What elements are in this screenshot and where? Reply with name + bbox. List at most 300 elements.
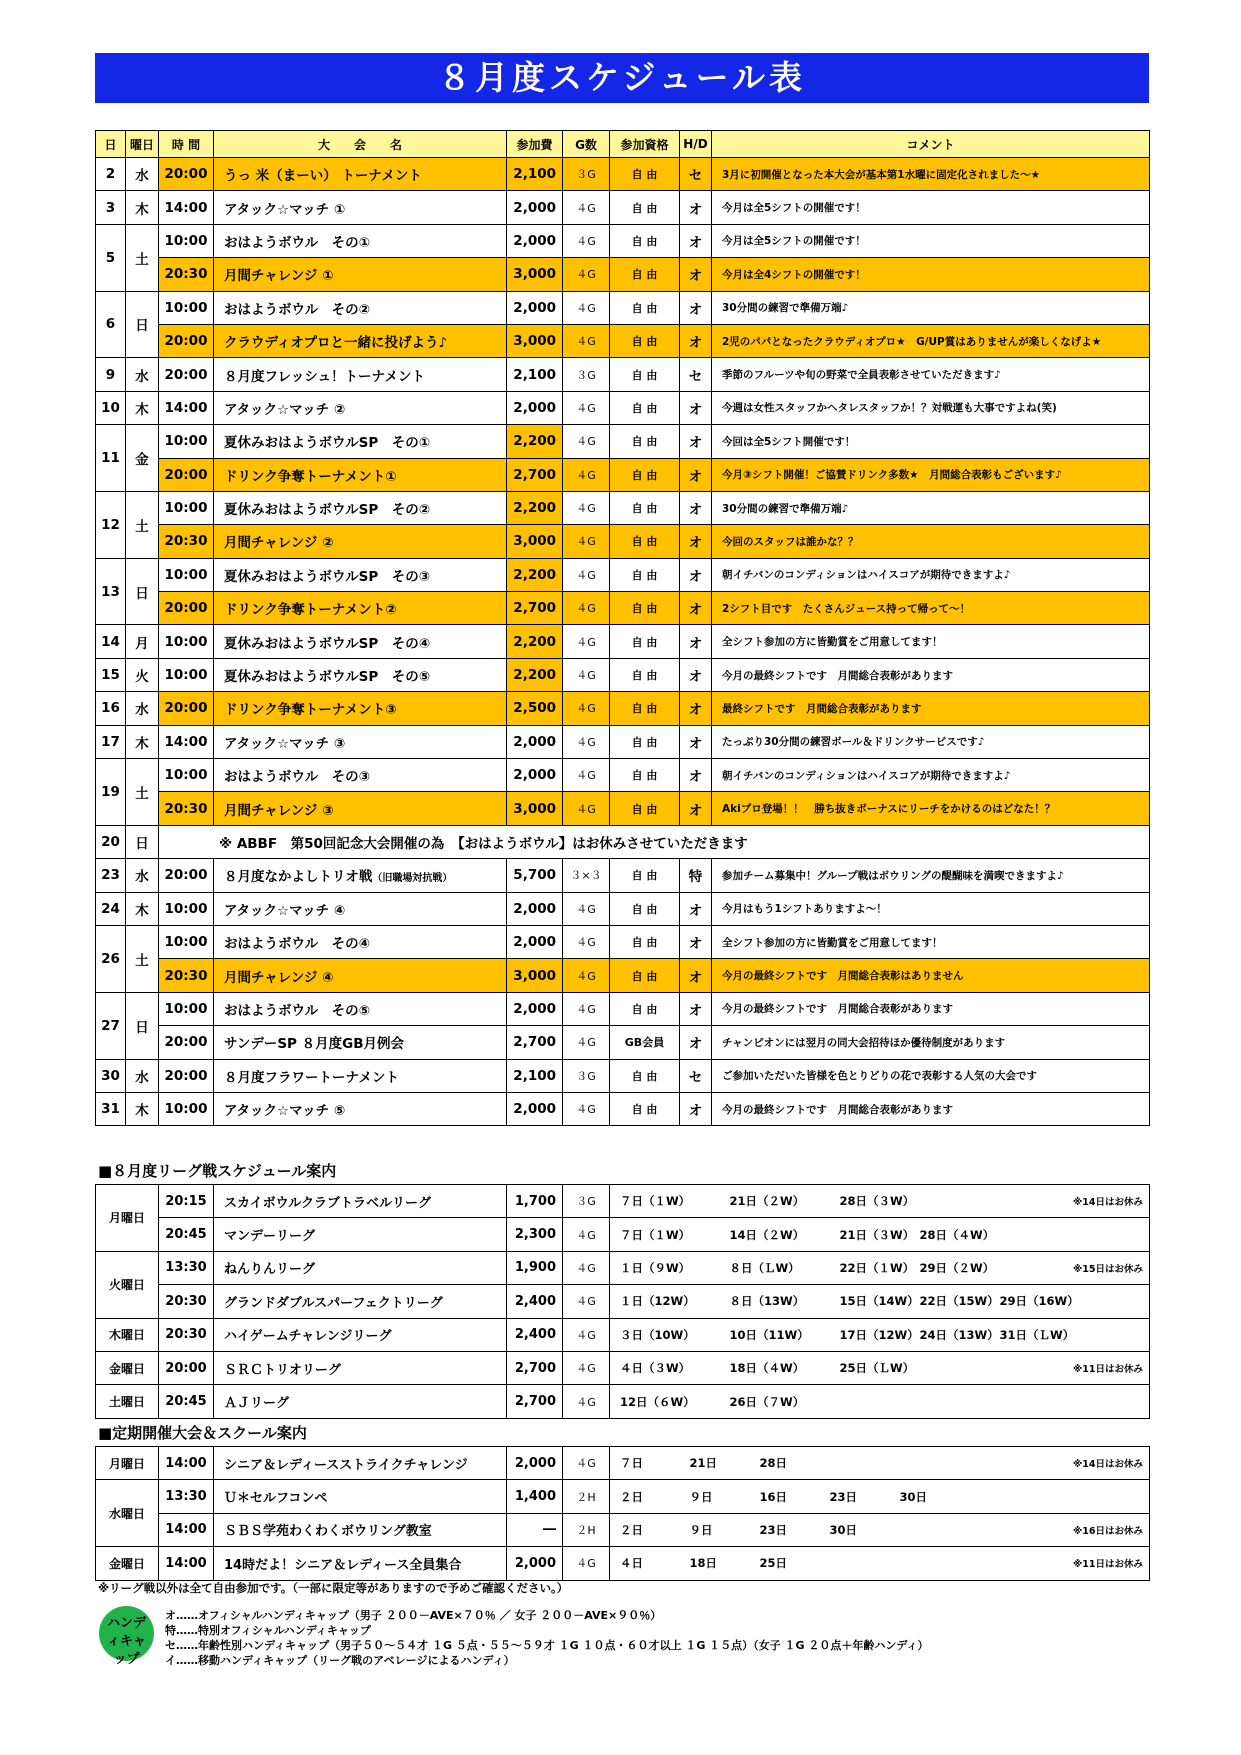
schedule-row (96, 1218, 1150, 1251)
date-cell (890, 1513, 990, 1546)
day-cell: 6 (96, 291, 126, 358)
event-name-cell (214, 625, 507, 658)
comment-cell: 朝イチバンのコンディションはハイスコアが期待できますよ♪ (712, 759, 1150, 792)
date-cell: 17日（12W） (830, 1318, 910, 1351)
time-cell: 20:30 (159, 1318, 214, 1351)
date-cell (820, 1447, 890, 1480)
school-schedule-table (95, 1446, 1150, 1581)
day-cell: 17 (96, 725, 126, 758)
fee-cell: 1,900 (507, 1251, 563, 1284)
handicap-badge (99, 1606, 154, 1667)
date-cell: 21日（３W） (830, 1218, 910, 1251)
time-cell: 13:30 (159, 1251, 214, 1284)
date-cell: 18日 (680, 1547, 750, 1580)
event-name-cell: グランドダブルスパーフェクトリーグ (214, 1285, 507, 1318)
date-cell: ２日 (610, 1480, 680, 1513)
event-name: 夏休みおはようボウルSP その⑤ (224, 669, 431, 686)
event-name-cell (214, 558, 507, 591)
header-handicap: H/D (680, 131, 712, 158)
event-name: おはようボウル その① (224, 234, 371, 251)
fee-cell: 3,000 (507, 525, 563, 558)
legend-line: オ……オフィシャルハンディキャップ（男子 ２００－AVE×７０％ ／ 女子 ２００－AVE×９０％） (165, 1609, 662, 1622)
schedule-row (96, 324, 1150, 357)
day-cell: 27 (96, 992, 126, 1059)
date-cell: 16日 (750, 1480, 820, 1513)
time-cell: 10:00 (159, 224, 214, 257)
fee-cell: 2,200 (507, 625, 563, 658)
schedule-row (96, 1385, 1150, 1418)
date-cell: 22日（１W） (830, 1251, 910, 1284)
eligibility-cell: 自 由 (610, 859, 680, 892)
handicap-cell: セ (680, 1059, 712, 1092)
schedule-row (96, 1092, 1150, 1125)
weekday-cell: 月 (126, 625, 159, 658)
games-cell: ４G (563, 625, 610, 658)
day-cell: 16 (96, 692, 126, 725)
games-cell: ２H (563, 1480, 610, 1513)
event-name-cell (214, 158, 507, 191)
games-cell: ４G (563, 525, 610, 558)
handicap-cell: オ (680, 1026, 712, 1059)
eligibility-cell: 自 由 (610, 191, 680, 224)
schedule-row (96, 1513, 1150, 1546)
note-cell: ※14日はお休み (1070, 1185, 1150, 1218)
schedule-row (96, 191, 1150, 224)
time-cell: 14:00 (159, 1513, 214, 1546)
eligibility-cell: 自 由 (610, 959, 680, 992)
eligibility-cell: 自 由 (610, 324, 680, 357)
fee-cell: 2,000 (507, 759, 563, 792)
handicap-cell: オ (680, 191, 712, 224)
fee-cell: 2,000 (507, 1447, 563, 1480)
comment-cell: 今回のスタッフは誰かな？？ (712, 525, 1150, 558)
time-cell: 20:15 (159, 1185, 214, 1218)
weekday-cell: 日 (126, 558, 159, 625)
event-name-cell (214, 592, 507, 625)
comment-cell: 今月は全5シフトの開催です！ (712, 224, 1150, 257)
time-cell: 20:00 (159, 158, 214, 191)
handicap-cell: オ (680, 625, 712, 658)
fee-cell: 2,700 (507, 458, 563, 491)
header-event-name: 大 会 名 (214, 131, 507, 158)
event-name-cell (214, 491, 507, 524)
date-cell (990, 1385, 1070, 1418)
schedule-row (96, 992, 1150, 1025)
event-name-cell: ＡＪリーグ (214, 1385, 507, 1418)
school-section-title: ■定期開催大会＆スクール案内 (98, 1424, 307, 1442)
handicap-cell: オ (680, 458, 712, 491)
time-cell: 10:00 (159, 291, 214, 324)
date-cell: 21日（２W） (720, 1185, 830, 1218)
handicap-cell: オ (680, 725, 712, 758)
eligibility-cell: 自 由 (610, 592, 680, 625)
time-cell: 10:00 (159, 1092, 214, 1125)
legend-line: 特……特別オフィシャルハンディキャップ (165, 1624, 371, 1637)
fee-cell: 2,700 (507, 592, 563, 625)
time-cell: 14:00 (159, 1547, 214, 1580)
games-cell: ４G (563, 458, 610, 491)
time-cell: 20:00 (159, 1351, 214, 1384)
comment-cell: 朝イチバンのコンディションはハイスコアが期待できますよ♪ (712, 558, 1150, 591)
schedule-row (96, 925, 1150, 958)
schedule-row (96, 658, 1150, 691)
date-cell (990, 1185, 1070, 1218)
event-name-cell (214, 692, 507, 725)
eligibility-cell: 自 由 (610, 1059, 680, 1092)
time-cell: 10:00 (159, 992, 214, 1025)
weekday-cell: 月曜日 (96, 1185, 159, 1252)
comment-cell: 参加チーム募集中！グループ戦はボウリングの醍醐味を満喫できますよ♪ (712, 859, 1150, 892)
schedule-row (96, 692, 1150, 725)
handicap-cell: セ (680, 358, 712, 391)
eligibility-cell: 自 由 (610, 158, 680, 191)
time-cell: 14:00 (159, 725, 214, 758)
comment-cell: 今回は全5シフト開催です！ (712, 425, 1150, 458)
weekday-cell: 土 (126, 491, 159, 558)
event-name-cell: 14時だよ！シニア＆レディース全員集合 (214, 1547, 507, 1580)
day-cell: 12 (96, 491, 126, 558)
event-name-cell (214, 224, 507, 257)
fee-cell: 2,200 (507, 491, 563, 524)
handicap-cell: オ (680, 224, 712, 257)
day-cell: 11 (96, 425, 126, 492)
comment-cell: 今月③シフト開催！ご協賛ドリンク多数★ 月間総合表彰もございます♪ (712, 458, 1150, 491)
comment-cell: 全シフト参加の方に皆勤賞をご用意してます！ (712, 625, 1150, 658)
games-cell: ４G (563, 291, 610, 324)
time-cell: 20:30 (159, 525, 214, 558)
handicap-cell: オ (680, 291, 712, 324)
games-cell: ４G (563, 425, 610, 458)
weekday-cell: 水 (126, 859, 159, 892)
fee-cell: 1,700 (507, 1185, 563, 1218)
event-name: 夏休みおはようボウルSP その① (224, 435, 431, 452)
weekday-cell: 金曜日 (96, 1351, 159, 1384)
day-cell: 3 (96, 191, 126, 224)
time-cell: 10:00 (159, 658, 214, 691)
eligibility-cell: 自 由 (610, 391, 680, 424)
games-cell: ４G (563, 658, 610, 691)
eligibility-cell: 自 由 (610, 491, 680, 524)
schedule-row (96, 525, 1150, 558)
schedule-row (96, 391, 1150, 424)
comment-cell: 今月は全4シフトの開催です！ (712, 258, 1150, 291)
games-cell: ４G (563, 258, 610, 291)
handicap-cell: オ (680, 992, 712, 1025)
handicap-cell: オ (680, 759, 712, 792)
schedule-row (96, 1026, 1150, 1059)
event-name: ８月度フラワートーナメント (224, 1069, 399, 1086)
date-cell: 25日（ＬW） (830, 1351, 910, 1384)
date-cell: 28日（４W） (910, 1218, 990, 1251)
event-name-cell (214, 291, 507, 324)
date-cell: 23日 (820, 1480, 890, 1513)
games-cell: ４G (563, 1026, 610, 1059)
header-eligibility: 参加資格 (610, 131, 680, 158)
schedule-row (96, 792, 1150, 825)
time-cell: 10:00 (159, 925, 214, 958)
event-name: おはようボウル その② (224, 301, 371, 318)
games-cell: ４G (563, 1447, 610, 1480)
schedule-row (96, 458, 1150, 491)
weekday-cell: 金曜日 (96, 1547, 159, 1580)
header-weekday: 曜日 (126, 131, 159, 158)
event-name: 月間チャレンジ ③ (224, 802, 334, 819)
time-cell: 14:00 (159, 1447, 214, 1480)
schedule-row (96, 625, 1150, 658)
schedule-row (96, 258, 1150, 291)
date-cell: 28日 (750, 1447, 820, 1480)
eligibility-cell: 自 由 (610, 925, 680, 958)
day-cell: 9 (96, 358, 126, 391)
event-name: 月間チャレンジ ① (224, 268, 334, 285)
event-name-cell (214, 792, 507, 825)
games-cell: ４G (563, 558, 610, 591)
day-cell: 24 (96, 892, 126, 925)
games-cell: ４G (563, 1285, 610, 1318)
league-schedule-table (95, 1184, 1150, 1419)
comment-cell: チャンピオンには翌月の同大会招待ほか優待制度があります (712, 1026, 1150, 1059)
handicap-cell: オ (680, 324, 712, 357)
note-cell (1070, 1318, 1150, 1351)
event-name-cell (214, 959, 507, 992)
date-cell: 21日 (680, 1447, 750, 1480)
handicap-cell: オ (680, 658, 712, 691)
games-cell: ４G (563, 725, 610, 758)
event-name: アタック☆マッチ ③ (224, 735, 346, 752)
event-name: 月間チャレンジ ④ (224, 969, 334, 986)
header-comment: コメント (712, 131, 1150, 158)
weekday-cell: 土 (126, 925, 159, 992)
time-cell: 20:30 (159, 1285, 214, 1318)
eligibility-cell: 自 由 (610, 792, 680, 825)
eligibility-cell: 自 由 (610, 258, 680, 291)
eligibility-cell: 自 由 (610, 1092, 680, 1125)
games-cell: ４G (563, 224, 610, 257)
eligibility-cell: 自 由 (610, 658, 680, 691)
date-cell: ７日（１W） (610, 1218, 720, 1251)
fee-cell: 2,200 (507, 558, 563, 591)
date-cell: ４日 (610, 1547, 680, 1580)
event-name: クラウディオプロと一緒に投げよう♪ (224, 335, 448, 352)
weekday-cell: 木 (126, 725, 159, 758)
date-cell: ３日（10W） (610, 1318, 720, 1351)
weekday-cell: 木 (126, 1092, 159, 1125)
weekday-cell: 水 (126, 692, 159, 725)
event-name-cell (214, 525, 507, 558)
note-cell (1070, 1218, 1150, 1251)
fee-cell: 5,700 (507, 859, 563, 892)
header-day: 日 (96, 131, 126, 158)
schedule-row (96, 859, 1150, 892)
weekday-cell: 水 (126, 1059, 159, 1092)
time-cell: 13:30 (159, 1480, 214, 1513)
handicap-cell: オ (680, 391, 712, 424)
event-name-cell (214, 391, 507, 424)
day-cell: 20 (96, 825, 126, 858)
eligibility-cell: 自 由 (610, 759, 680, 792)
comment-cell: 今月はもう1シフトありますよ～！ (712, 892, 1150, 925)
event-name-cell (214, 258, 507, 291)
time-cell: 20:00 (159, 859, 214, 892)
games-cell: ４G (563, 191, 610, 224)
day-cell: 5 (96, 224, 126, 291)
fee-cell: 2,000 (507, 892, 563, 925)
day-cell: 14 (96, 625, 126, 658)
event-name: アタック☆マッチ ④ (224, 902, 346, 919)
day-cell: 31 (96, 1092, 126, 1125)
eligibility-cell: 自 由 (610, 692, 680, 725)
fee-cell: 2,000 (507, 191, 563, 224)
fee-cell: 2,000 (507, 1092, 563, 1125)
date-cell: 18日（４W） (720, 1351, 830, 1384)
event-name-cell: ねんりんリーグ (214, 1251, 507, 1284)
games-cell: ４G (563, 391, 610, 424)
day-cell: 19 (96, 759, 126, 826)
weekday-cell: 日 (126, 291, 159, 358)
day-cell: 23 (96, 859, 126, 892)
event-name-cell (214, 892, 507, 925)
schedule-row (96, 1447, 1150, 1480)
date-cell: 12日（６W） (610, 1385, 720, 1418)
event-name: ８月度なかよしトリオ戦 (224, 869, 373, 886)
games-cell: ３×３ (563, 859, 610, 892)
weekday-cell: 木 (126, 892, 159, 925)
weekday-cell: 水曜日 (96, 1480, 159, 1547)
time-cell: 10:00 (159, 558, 214, 591)
time-cell: 10:00 (159, 625, 214, 658)
note-cell: ※11日はお休み (1070, 1351, 1150, 1384)
fee-cell: 2,000 (507, 1547, 563, 1580)
comment-cell: 2シフト目です たくさんジュース持って帰って～！ (712, 592, 1150, 625)
date-cell: ８日（ＬW） (720, 1251, 830, 1284)
handicap-cell: 特 (680, 859, 712, 892)
time-cell: 10:00 (159, 425, 214, 458)
games-cell: ４G (563, 491, 610, 524)
date-cell (990, 1218, 1070, 1251)
fee-cell: 2,200 (507, 658, 563, 691)
date-cell: 22日（15W） (910, 1285, 990, 1318)
handicap-cell: オ (680, 959, 712, 992)
time-cell: 10:00 (159, 892, 214, 925)
handicap-cell: オ (680, 925, 712, 958)
weekday-cell: 金 (126, 425, 159, 492)
time-cell: 20:00 (159, 324, 214, 357)
event-name-cell (214, 725, 507, 758)
fee-cell: 3,000 (507, 324, 563, 357)
footer-note: ※リーグ戦以外は全て自由参加です。（一部に限定等がありますので予めご確認ください。） (98, 1581, 569, 1595)
eligibility-cell: 自 由 (610, 725, 680, 758)
time-cell: 20:45 (159, 1385, 214, 1418)
league-section-title: ■８月度リーグ戦スケジュール案内 (98, 1162, 337, 1180)
schedule-row (96, 158, 1150, 191)
comment-cell: 季節のフルーツや旬の野菜で全員表彰させていただきます♪ (712, 358, 1150, 391)
event-name-cell (214, 324, 507, 357)
comment-cell: 30分間の練習で準備万端♪ (712, 291, 1150, 324)
event-name: うっ 米（まーい） トーナメント (224, 168, 422, 185)
note-cell: ※16日はお休み (990, 1513, 1150, 1546)
fee-cell: 2,700 (507, 1385, 563, 1418)
day-cell: 26 (96, 925, 126, 992)
note-cell (990, 1480, 1150, 1513)
event-name: ８月度フレッシュ！トーナメント (224, 368, 426, 385)
games-cell: ４G (563, 1385, 610, 1418)
games-cell: ３G (563, 358, 610, 391)
event-name: アタック☆マッチ ① (224, 201, 346, 218)
weekday-cell: 木 (126, 391, 159, 424)
fee-cell: 2,000 (507, 224, 563, 257)
schedule-row (96, 224, 1150, 257)
schedule-row (96, 291, 1150, 324)
date-cell (990, 1351, 1070, 1384)
schedule-row (96, 959, 1150, 992)
schedule-row (96, 1285, 1150, 1318)
weekday-cell: 火曜日 (96, 1251, 159, 1318)
event-name-cell (214, 1092, 507, 1125)
handicap-cell: オ (680, 258, 712, 291)
handicap-badge-label: ハンディキャップ (106, 1616, 146, 1667)
weekday-cell: 火 (126, 658, 159, 691)
schedule-row (96, 1547, 1150, 1580)
event-name: おはようボウル その⑤ (224, 1002, 371, 1019)
day-cell: 10 (96, 391, 126, 424)
fee-cell: 2,100 (507, 358, 563, 391)
fee-cell: 2,100 (507, 158, 563, 191)
weekday-cell: 月曜日 (96, 1447, 159, 1480)
handicap-cell: オ (680, 558, 712, 591)
header-time: 時 間 (159, 131, 214, 158)
date-cell: 14日（２W） (720, 1218, 830, 1251)
date-cell: 25日 (750, 1547, 820, 1580)
weekday-cell: 土 (126, 224, 159, 291)
date-cell: 29日（16W） (990, 1285, 1070, 1318)
time-cell: 20:45 (159, 1218, 214, 1251)
weekday-cell: 水 (126, 358, 159, 391)
fee-cell: 1,400 (507, 1480, 563, 1513)
date-cell: ２日 (610, 1513, 680, 1546)
day-cell: 15 (96, 658, 126, 691)
eligibility-cell: 自 由 (610, 558, 680, 591)
handicap-cell: オ (680, 1092, 712, 1125)
event-name-cell (214, 759, 507, 792)
event-name-cell (214, 658, 507, 691)
eligibility-cell: 自 由 (610, 358, 680, 391)
notice-cell: ※ ABBF 第50回記念大会開催の為 【おはようボウル】はお休みさせていただきます (159, 825, 1150, 858)
games-cell: ４G (563, 1092, 610, 1125)
comment-cell: Akiプロ登場！！ 勝ち抜きボーナスにリーチをかけるのはどなた！？ (712, 792, 1150, 825)
weekday-cell: 木曜日 (96, 1318, 159, 1351)
time-cell: 14:00 (159, 391, 214, 424)
handicap-cell: オ (680, 491, 712, 524)
games-cell: ４G (563, 1218, 610, 1251)
date-cell: 26日（７W） (720, 1385, 830, 1418)
games-cell: ４G (563, 959, 610, 992)
fee-cell: 2,000 (507, 992, 563, 1025)
event-name-cell (214, 358, 507, 391)
games-cell: ４G (563, 892, 610, 925)
comment-cell: 全シフト参加の方に皆勤賞をご用意してます！ (712, 925, 1150, 958)
fee-cell: 2,700 (507, 1026, 563, 1059)
date-cell (910, 1385, 990, 1418)
time-cell: 20:00 (159, 692, 214, 725)
date-cell: 28日（３W） (830, 1185, 910, 1218)
schedule-row (96, 1351, 1150, 1384)
games-cell: ４G (563, 692, 610, 725)
time-cell: 20:00 (159, 1059, 214, 1092)
date-cell: 23日 (750, 1513, 820, 1546)
fee-cell: 2,500 (507, 692, 563, 725)
comment-cell: 今月の最終シフトです 月間総合表彰があります (712, 1092, 1150, 1125)
page-title: ８月度スケジュール表 (95, 53, 1149, 103)
